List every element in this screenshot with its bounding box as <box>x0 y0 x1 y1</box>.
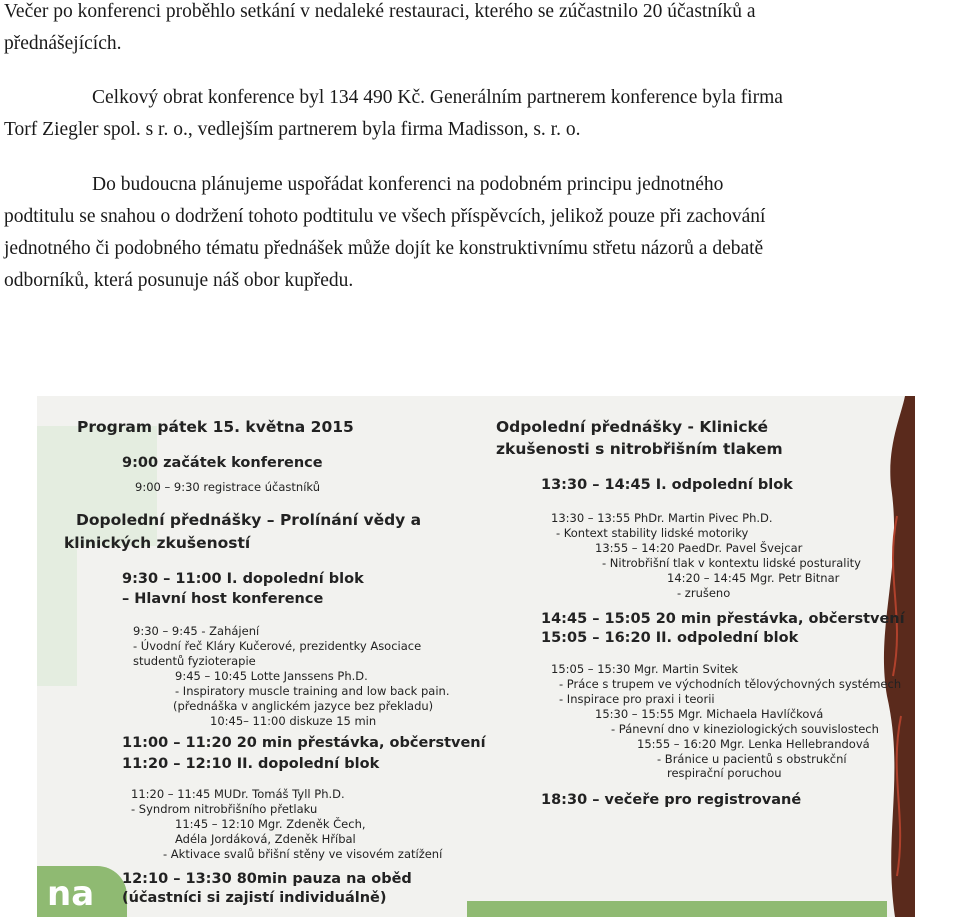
program-line: - Kontext stability lidské motoriky <box>556 526 749 540</box>
program-line: - Pánevní dno v kineziologických souvislostech <box>611 722 879 736</box>
program-line: 14:20 – 14:45 Mgr. Petr Bitnar <box>667 571 840 585</box>
block-heading: (účastníci si zajistí individuálně) <box>122 890 387 906</box>
text-line: odborníků, která posunuje náš obor kupředu. <box>4 270 354 291</box>
program-line: (přednáška v anglickém jazyce bez překladu) <box>173 699 434 713</box>
program-line: 15:55 – 16:20 Mgr. Lenka Hellebrandová <box>637 737 870 751</box>
text-line: Do budoucna plánujeme uspořádat konferenci na podobném principu jednotného <box>92 174 724 195</box>
paragraph-turnover <box>4 82 956 146</box>
block-heading: 12:10 – 13:30 80min pauza na oběd <box>122 871 412 887</box>
program-line: 15:05 – 15:30 Mgr. Martin Svitek <box>551 662 739 676</box>
text-line: přednášejících. <box>4 33 122 54</box>
text-line: Torf Ziegler spol. s r. o., vedlejším partnerem byla firma Madisson, s. r. o. <box>4 119 581 140</box>
program-line: 15:30 – 15:55 Mgr. Michaela Havlíčková <box>595 707 824 721</box>
program-line: 11:45 – 12:10 Mgr. Zdeněk Čech, <box>175 817 366 831</box>
text-line: podtitulu se snahou o dodržení tohoto podtitulu ve všech příspěvcích, jelikož pouze při zachování <box>4 206 766 227</box>
program-line: 13:30 – 13:55 PhDr. Martin Pivec Ph.D. <box>551 511 773 525</box>
block-heading: 11:00 – 11:20 20 min přestávka, občerstvení <box>122 735 486 751</box>
program-line: Adéla Jordáková, Zdeněk Hříbal <box>175 832 356 846</box>
section-heading: Dopolední přednášky – Prolínání vědy a <box>76 511 422 529</box>
paragraph-future <box>4 169 956 297</box>
text-line: Večer po konferenci proběhlo setkání v nedaleké restauraci, kterého se zúčastnilo 20 účastníků a <box>4 1 756 22</box>
block-heading: 13:30 – 14:45 I. odpolední blok <box>541 477 793 493</box>
program-line: 9:45 – 10:45 Lotte Janssens Ph.D. <box>175 669 368 683</box>
program-line: - Úvodní řeč Kláry Kučerové, prezidentky Asociace <box>133 639 422 653</box>
section-heading: Odpolední přednášky - Klinické <box>496 418 768 436</box>
program-line: - Aktivace svalů břišní stěny ve visovém zatížení <box>163 847 443 861</box>
block-heading: 11:20 – 12:10 II. dopolední blok <box>122 756 380 772</box>
anatomy-illustration <box>875 396 915 917</box>
decorative-bar <box>467 901 887 917</box>
program-line: 9:30 – 9:45 - Zahájení <box>133 624 260 638</box>
program-line: - Inspiratory muscle training and low back pain. <box>175 684 450 698</box>
program-line: 11:20 – 11:45 MUDr. Tomáš Tyll Ph.D. <box>131 787 345 801</box>
text-line: Celkový obrat konference byl 134 490 Kč. Generálním partnerem konference byla firma <box>92 87 783 108</box>
program-line: respirační poruchou <box>667 766 782 780</box>
program-line: - Syndrom nitrobřišního přetlaku <box>131 802 318 816</box>
program-line: 9:00 – 9:30 registrace účastníků <box>135 480 320 494</box>
conference-program-image <box>37 396 915 917</box>
program-line: - Bránice u pacientů s obstrukční <box>657 752 847 766</box>
program-line: 13:55 – 14:20 PaedDr. Pavel Švejcar <box>595 541 803 555</box>
program-line: - zrušeno <box>677 586 731 600</box>
block-heading: 18:30 – večeře pro registrované <box>541 792 802 808</box>
block-heading: 15:05 – 16:20 II. odpolední blok <box>541 630 799 646</box>
decorative-shape <box>37 546 77 686</box>
text-line: jednotného či podobného tématu přednášek může dojít ke konstruktivnímu střetu názorů a debatě <box>4 238 764 259</box>
block-heading: – Hlavní host konference <box>122 591 324 607</box>
section-heading: klinických zkušeností <box>64 534 251 552</box>
section-heading: zkušenosti s nitrobřišním tlakem <box>496 440 783 458</box>
decorative-badge <box>37 866 127 917</box>
block-heading: 9:30 – 11:00 I. dopolední blok <box>122 571 364 587</box>
program-line: - Nitrobřišní tlak v kontextu lidské posturality <box>602 556 861 570</box>
paragraph-dinner <box>4 0 956 60</box>
block-heading: 14:45 – 15:05 20 min přestávka, občerstvení <box>541 611 905 627</box>
program-line: 9:00 začátek konference <box>122 455 323 471</box>
program-line: - Práce s trupem ve východních tělovýchovných systémech <box>559 677 902 691</box>
program-line: - Inspirace pro praxi i teorii <box>559 692 715 706</box>
program-line: studentů fyzioterapie <box>133 654 256 668</box>
corner-text: na <box>47 874 95 914</box>
program-title: Program pátek 15. května 2015 <box>77 418 354 436</box>
program-line: 10:45– 11:00 diskuze 15 min <box>210 714 377 728</box>
